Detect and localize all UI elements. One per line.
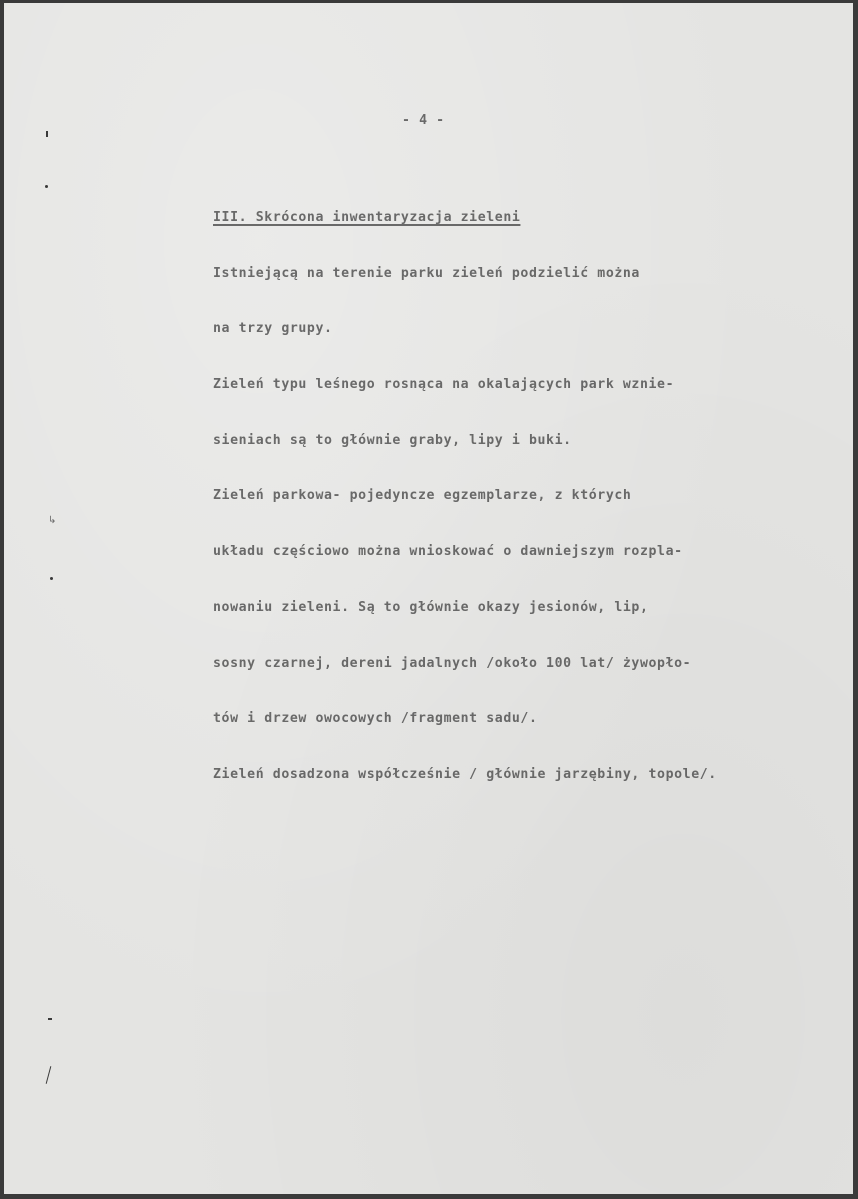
document-page [4,3,853,1194]
arrow-mark-icon: ↳ [48,515,57,526]
text-line: na trzy grupy. [213,321,333,337]
margin-mark [46,1066,52,1084]
margin-mark [48,1018,52,1020]
text-line: nowaniu zieleni. Są to głównie okazy jesionów, lip, [213,599,649,615]
section-heading: III. Skrócona inwentaryzacja zieleni [213,210,521,225]
text-line: Zieleń typu leśnego rosnąca na okalających park wznie- [213,377,675,393]
text-line: Zieleń dosadzona współcześnie / głównie jarzębiny, topole/. [213,766,717,782]
text-line: sosny czarnej, dereni jadalnych /około 100 lat/ żywopło- [213,655,692,671]
page-number: - 4 - [402,113,445,128]
text-line: Istniejącą na terenie parku zieleń podzielić można [213,265,640,281]
margin-mark [45,185,48,188]
text-line: sieniach są to głównie graby, lipy i buki. [213,432,572,448]
text-line: tów i drzew owocowych /fragment sadu/. [213,711,538,727]
margin-mark [50,577,53,580]
text-line: Zieleń parkowa- pojedyncze egzemplarze, z których [213,488,632,504]
margin-mark [46,131,48,137]
document-body [213,175,717,818]
text-line: układu częściowo można wnioskować o dawniejszym rozpla- [213,544,683,560]
